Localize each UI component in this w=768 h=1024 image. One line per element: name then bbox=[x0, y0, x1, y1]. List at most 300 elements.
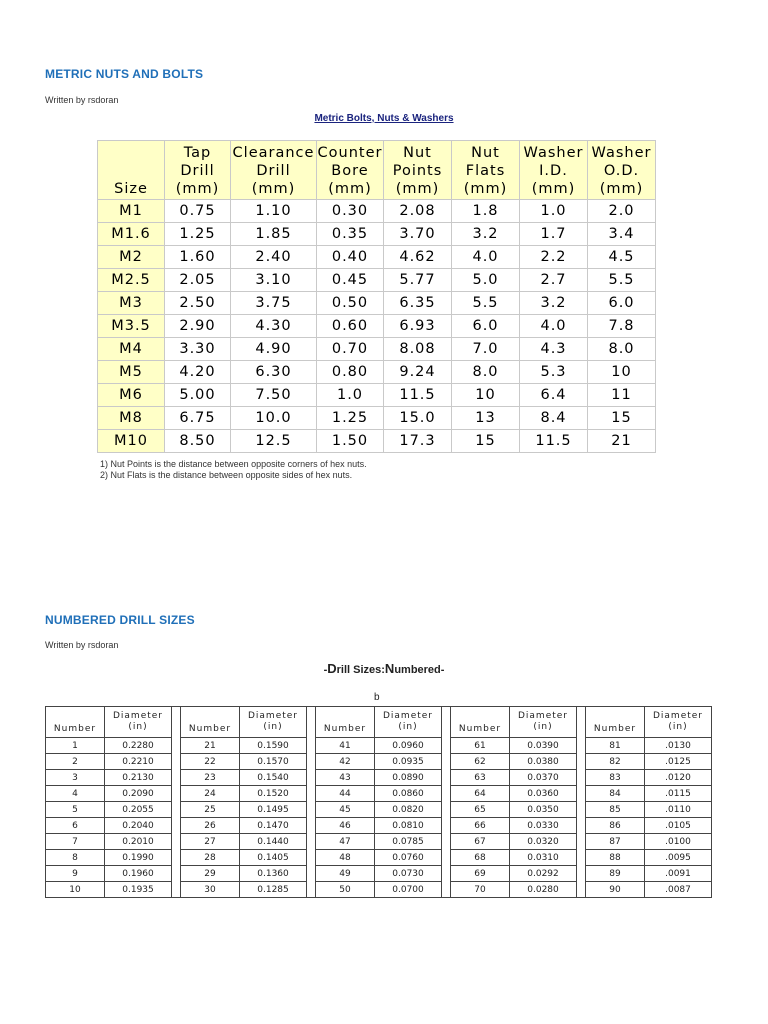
column-spacer bbox=[577, 754, 586, 770]
metric-value-cell: 5.0 bbox=[452, 269, 520, 292]
metric-value-cell: 12.5 bbox=[231, 430, 317, 453]
column-spacer bbox=[442, 802, 451, 818]
metric-table bbox=[97, 140, 656, 453]
column-spacer bbox=[577, 850, 586, 866]
metric-row bbox=[98, 361, 656, 384]
metric-header-line: Drill bbox=[180, 163, 215, 179]
metric-size-cell: M3.5 bbox=[98, 315, 165, 338]
metric-header-cell bbox=[452, 141, 520, 200]
diameter-header-unit: (in) bbox=[533, 722, 553, 732]
metric-value-cell: 1.25 bbox=[165, 223, 231, 246]
metric-row bbox=[98, 430, 656, 453]
metric-header-line: (mm) bbox=[328, 181, 372, 197]
diameter-header-unit: (in) bbox=[263, 722, 283, 732]
table-caption-link[interactable]: Metric Bolts, Nuts & Washers bbox=[314, 113, 454, 124]
metric-value-cell: 8.50 bbox=[165, 430, 231, 453]
number-header: Number bbox=[586, 707, 645, 738]
metric-header-line: Clearance bbox=[232, 145, 315, 161]
metric-header-line: Points bbox=[392, 163, 443, 179]
metric-value-cell: 3.2 bbox=[452, 223, 520, 246]
drill-number-cell: 25 bbox=[181, 802, 240, 818]
metric-header-cell bbox=[520, 141, 588, 200]
drill-number-cell: 65 bbox=[451, 802, 510, 818]
diameter-header-unit: (in) bbox=[398, 722, 418, 732]
caption-n-letter: N bbox=[384, 661, 395, 676]
drill-number-cell: 46 bbox=[316, 818, 375, 834]
drill-number-cell: 89 bbox=[586, 866, 645, 882]
metric-value-cell: 8.0 bbox=[588, 338, 656, 361]
drill-number-cell: 64 bbox=[451, 786, 510, 802]
metric-value-cell: 7.50 bbox=[231, 384, 317, 407]
metric-value-cell: 2.2 bbox=[520, 246, 588, 269]
drill-number-cell: 45 bbox=[316, 802, 375, 818]
drill-diameter-cell: 0.1540 bbox=[240, 770, 307, 786]
drill-diameter-cell: 0.1470 bbox=[240, 818, 307, 834]
drill-number-cell: 7 bbox=[46, 834, 105, 850]
drill-number-cell: 42 bbox=[316, 754, 375, 770]
metric-value-cell: 17.3 bbox=[384, 430, 452, 453]
metric-value-cell: 0.75 bbox=[165, 200, 231, 223]
drill-diameter-cell: .0125 bbox=[645, 754, 712, 770]
drill-diameter-cell: 0.0890 bbox=[375, 770, 442, 786]
metric-size-cell: M2 bbox=[98, 246, 165, 269]
column-spacer bbox=[172, 866, 181, 882]
column-spacer bbox=[172, 754, 181, 770]
metric-value-cell: 0.70 bbox=[317, 338, 384, 361]
drill-diameter-cell: 0.2210 bbox=[105, 754, 172, 770]
metric-header-line: (mm) bbox=[463, 181, 508, 197]
drill-number-cell: 6 bbox=[46, 818, 105, 834]
column-spacer bbox=[307, 754, 316, 770]
drill-number-cell: 68 bbox=[451, 850, 510, 866]
column-spacer bbox=[172, 707, 181, 738]
metric-value-cell: 6.35 bbox=[384, 292, 452, 315]
drill-diameter-cell: 0.0380 bbox=[510, 754, 577, 770]
drill-diameter-cell: 0.2090 bbox=[105, 786, 172, 802]
metric-header-cell bbox=[231, 141, 317, 200]
drill-row bbox=[46, 834, 712, 850]
metric-value-cell: 21 bbox=[588, 430, 656, 453]
metric-value-cell: 3.2 bbox=[520, 292, 588, 315]
metric-value-cell: 0.60 bbox=[317, 315, 384, 338]
metric-value-cell: 1.60 bbox=[165, 246, 231, 269]
metric-size-cell: M5 bbox=[98, 361, 165, 384]
metric-value-cell: 5.5 bbox=[588, 269, 656, 292]
drill-diameter-cell: 0.1935 bbox=[105, 882, 172, 898]
section-title-drill: NUMBERED DRILL SIZES bbox=[45, 613, 195, 627]
metric-row bbox=[98, 338, 656, 361]
drill-row bbox=[46, 818, 712, 834]
metric-value-cell: 0.50 bbox=[317, 292, 384, 315]
metric-value-cell: 2.7 bbox=[520, 269, 588, 292]
diameter-header-line: Diameter bbox=[517, 711, 569, 721]
diameter-header-unit: (in) bbox=[668, 722, 688, 732]
drill-number-cell: 70 bbox=[451, 882, 510, 898]
metric-header-line: I.D. bbox=[539, 163, 568, 179]
metric-value-cell: 1.7 bbox=[520, 223, 588, 246]
drill-number-cell: 62 bbox=[451, 754, 510, 770]
stray-text: b bbox=[374, 692, 380, 703]
drill-number-cell: 2 bbox=[46, 754, 105, 770]
drill-diameter-cell: 0.0350 bbox=[510, 802, 577, 818]
column-spacer bbox=[307, 818, 316, 834]
metric-header-line: Tap bbox=[183, 145, 212, 161]
drill-row bbox=[46, 738, 712, 754]
metric-header-line: O.D. bbox=[603, 163, 640, 179]
drill-number-cell: 90 bbox=[586, 882, 645, 898]
metric-value-cell: 1.50 bbox=[317, 430, 384, 453]
drill-diameter-cell: 0.1520 bbox=[240, 786, 307, 802]
metric-value-cell: 11.5 bbox=[384, 384, 452, 407]
drill-number-cell: 81 bbox=[586, 738, 645, 754]
metric-size-cell: M2.5 bbox=[98, 269, 165, 292]
drill-diameter-cell: 0.0935 bbox=[375, 754, 442, 770]
drill-number-cell: 8 bbox=[46, 850, 105, 866]
metric-value-cell: 6.75 bbox=[165, 407, 231, 430]
metric-row bbox=[98, 269, 656, 292]
metric-header-cell bbox=[317, 141, 384, 200]
metric-value-cell: 3.10 bbox=[231, 269, 317, 292]
column-spacer bbox=[442, 770, 451, 786]
metric-header-cell bbox=[384, 141, 452, 200]
drill-number-cell: 10 bbox=[46, 882, 105, 898]
metric-value-cell: 4.5 bbox=[588, 246, 656, 269]
number-header: Number bbox=[46, 707, 105, 738]
drill-row bbox=[46, 770, 712, 786]
metric-value-cell: 5.5 bbox=[452, 292, 520, 315]
metric-value-cell: 0.40 bbox=[317, 246, 384, 269]
byline-metric: Written by rsdoran bbox=[45, 95, 119, 105]
drill-table-body bbox=[46, 738, 712, 898]
metric-value-cell: 6.4 bbox=[520, 384, 588, 407]
diameter-header-unit: (in) bbox=[128, 722, 148, 732]
column-spacer bbox=[172, 770, 181, 786]
column-spacer bbox=[442, 818, 451, 834]
metric-value-cell: 2.0 bbox=[588, 200, 656, 223]
column-spacer bbox=[577, 770, 586, 786]
drill-number-cell: 26 bbox=[181, 818, 240, 834]
drill-number-cell: 22 bbox=[181, 754, 240, 770]
drill-table-caption bbox=[0, 661, 768, 676]
metric-value-cell: 15.0 bbox=[384, 407, 452, 430]
metric-value-cell: 8.4 bbox=[520, 407, 588, 430]
metric-value-cell: 1.10 bbox=[231, 200, 317, 223]
metric-value-cell: 4.20 bbox=[165, 361, 231, 384]
drill-diameter-cell: 0.0860 bbox=[375, 786, 442, 802]
drill-diameter-cell: 0.1590 bbox=[240, 738, 307, 754]
metric-header-line: Size bbox=[114, 181, 148, 197]
column-spacer bbox=[577, 786, 586, 802]
metric-row bbox=[98, 292, 656, 315]
column-spacer bbox=[307, 850, 316, 866]
drill-diameter-cell: 0.0360 bbox=[510, 786, 577, 802]
drill-number-cell: 48 bbox=[316, 850, 375, 866]
column-spacer bbox=[172, 818, 181, 834]
metric-value-cell: 2.05 bbox=[165, 269, 231, 292]
number-header: Number bbox=[181, 707, 240, 738]
metric-value-cell: 10 bbox=[588, 361, 656, 384]
metric-value-cell: 11 bbox=[588, 384, 656, 407]
drill-number-cell: 84 bbox=[586, 786, 645, 802]
column-spacer bbox=[172, 802, 181, 818]
drill-number-cell: 49 bbox=[316, 866, 375, 882]
column-spacer bbox=[577, 834, 586, 850]
metric-value-cell: 5.00 bbox=[165, 384, 231, 407]
metric-size-cell: M6 bbox=[98, 384, 165, 407]
drill-number-cell: 63 bbox=[451, 770, 510, 786]
metric-header-line: Nut bbox=[403, 145, 432, 161]
metric-value-cell: 2.50 bbox=[165, 292, 231, 315]
drill-diameter-cell: 0.0785 bbox=[375, 834, 442, 850]
metric-header-line: Bore bbox=[331, 163, 369, 179]
metric-value-cell: 1.0 bbox=[317, 384, 384, 407]
drill-row bbox=[46, 882, 712, 898]
drill-diameter-cell: 0.2040 bbox=[105, 818, 172, 834]
drill-number-cell: 41 bbox=[316, 738, 375, 754]
metric-header-line: Nut bbox=[471, 145, 500, 161]
metric-value-cell: 7.8 bbox=[588, 315, 656, 338]
metric-header-line: Counter bbox=[317, 145, 383, 161]
metric-value-cell: 4.0 bbox=[520, 315, 588, 338]
column-spacer bbox=[442, 754, 451, 770]
drill-row bbox=[46, 850, 712, 866]
drill-number-cell: 67 bbox=[451, 834, 510, 850]
footnote-2: 2) Nut Flats is the distance between opposite sides of hex nuts. bbox=[100, 470, 353, 480]
metric-header-line: (mm) bbox=[175, 181, 220, 197]
column-spacer bbox=[442, 707, 451, 738]
metric-value-cell: 3.70 bbox=[384, 223, 452, 246]
metric-header-line: Flats bbox=[465, 163, 506, 179]
drill-number-cell: 61 bbox=[451, 738, 510, 754]
column-spacer bbox=[307, 770, 316, 786]
drill-diameter-cell: .0130 bbox=[645, 738, 712, 754]
drill-number-cell: 29 bbox=[181, 866, 240, 882]
drill-diameter-cell: 0.0370 bbox=[510, 770, 577, 786]
metric-header-cell bbox=[588, 141, 656, 200]
drill-number-cell: 24 bbox=[181, 786, 240, 802]
drill-number-cell: 85 bbox=[586, 802, 645, 818]
metric-value-cell: 4.3 bbox=[520, 338, 588, 361]
caption-d-letter: D bbox=[327, 661, 337, 676]
metric-header-cell bbox=[98, 141, 165, 200]
metric-value-cell: 15 bbox=[452, 430, 520, 453]
metric-value-cell: 2.40 bbox=[231, 246, 317, 269]
metric-header-line: Drill bbox=[256, 163, 291, 179]
metric-value-cell: 3.75 bbox=[231, 292, 317, 315]
number-header: Number bbox=[451, 707, 510, 738]
metric-size-cell: M4 bbox=[98, 338, 165, 361]
metric-value-cell: 5.77 bbox=[384, 269, 452, 292]
drill-number-cell: 23 bbox=[181, 770, 240, 786]
metric-value-cell: 8.0 bbox=[452, 361, 520, 384]
byline-drill: Written by rsdoran bbox=[45, 640, 119, 650]
drill-header-row bbox=[46, 707, 712, 738]
metric-value-cell: 6.0 bbox=[588, 292, 656, 315]
metric-value-cell: 0.80 bbox=[317, 361, 384, 384]
drill-sizes-table bbox=[45, 706, 712, 898]
column-spacer bbox=[172, 850, 181, 866]
drill-diameter-cell: 0.2130 bbox=[105, 770, 172, 786]
drill-number-cell: 3 bbox=[46, 770, 105, 786]
footnotes bbox=[100, 459, 367, 481]
drill-number-cell: 4 bbox=[46, 786, 105, 802]
drill-diameter-cell: 0.1990 bbox=[105, 850, 172, 866]
column-spacer bbox=[172, 834, 181, 850]
column-spacer bbox=[577, 707, 586, 738]
drill-number-cell: 66 bbox=[451, 818, 510, 834]
metric-value-cell: 6.0 bbox=[452, 315, 520, 338]
metric-header-line: (mm) bbox=[395, 181, 440, 197]
metric-value-cell: 4.90 bbox=[231, 338, 317, 361]
drill-diameter-cell: 0.0292 bbox=[510, 866, 577, 882]
diameter-header bbox=[240, 707, 307, 738]
column-spacer bbox=[307, 738, 316, 754]
column-spacer bbox=[172, 786, 181, 802]
drill-diameter-cell: 0.1960 bbox=[105, 866, 172, 882]
drill-diameter-cell: 0.0760 bbox=[375, 850, 442, 866]
drill-number-cell: 47 bbox=[316, 834, 375, 850]
drill-number-cell: 30 bbox=[181, 882, 240, 898]
drill-number-cell: 87 bbox=[586, 834, 645, 850]
column-spacer bbox=[307, 866, 316, 882]
metric-value-cell: 1.8 bbox=[452, 200, 520, 223]
drill-diameter-cell: 0.0820 bbox=[375, 802, 442, 818]
number-header: Number bbox=[316, 707, 375, 738]
metric-value-cell: 5.3 bbox=[520, 361, 588, 384]
metric-header-cell bbox=[165, 141, 231, 200]
drill-diameter-cell: 0.2280 bbox=[105, 738, 172, 754]
column-spacer bbox=[307, 834, 316, 850]
metric-value-cell: 10 bbox=[452, 384, 520, 407]
drill-number-cell: 28 bbox=[181, 850, 240, 866]
drill-row bbox=[46, 754, 712, 770]
diameter-header bbox=[645, 707, 712, 738]
metric-value-cell: 0.45 bbox=[317, 269, 384, 292]
drill-diameter-cell: .0120 bbox=[645, 770, 712, 786]
metric-size-cell: M1.6 bbox=[98, 223, 165, 246]
drill-diameter-cell: 0.1360 bbox=[240, 866, 307, 882]
drill-diameter-cell: .0100 bbox=[645, 834, 712, 850]
metric-value-cell: 13 bbox=[452, 407, 520, 430]
drill-diameter-cell: 0.1440 bbox=[240, 834, 307, 850]
column-spacer bbox=[442, 786, 451, 802]
column-spacer bbox=[442, 738, 451, 754]
drill-diameter-cell: 0.0390 bbox=[510, 738, 577, 754]
metric-value-cell: 15 bbox=[588, 407, 656, 430]
diameter-header bbox=[105, 707, 172, 738]
column-spacer bbox=[442, 850, 451, 866]
drill-diameter-cell: .0091 bbox=[645, 866, 712, 882]
drill-diameter-cell: 0.0700 bbox=[375, 882, 442, 898]
metric-value-cell: 3.4 bbox=[588, 223, 656, 246]
drill-diameter-cell: .0087 bbox=[645, 882, 712, 898]
metric-table-body bbox=[98, 200, 656, 453]
drill-diameter-cell: 0.0280 bbox=[510, 882, 577, 898]
drill-diameter-cell: 0.0810 bbox=[375, 818, 442, 834]
drill-number-cell: 21 bbox=[181, 738, 240, 754]
metric-header-line: (mm) bbox=[251, 181, 296, 197]
column-spacer bbox=[577, 866, 586, 882]
caption-prefix: - bbox=[323, 664, 328, 676]
drill-diameter-cell: .0115 bbox=[645, 786, 712, 802]
column-spacer bbox=[577, 818, 586, 834]
drill-diameter-cell: 0.0330 bbox=[510, 818, 577, 834]
caption-n-rest: umbered- bbox=[394, 664, 445, 676]
column-spacer bbox=[307, 802, 316, 818]
drill-diameter-cell: 0.1405 bbox=[240, 850, 307, 866]
metric-value-cell: 8.08 bbox=[384, 338, 452, 361]
column-spacer bbox=[172, 738, 181, 754]
metric-value-cell: 6.93 bbox=[384, 315, 452, 338]
metric-value-cell: 1.85 bbox=[231, 223, 317, 246]
column-spacer bbox=[577, 738, 586, 754]
drill-number-cell: 83 bbox=[586, 770, 645, 786]
drill-number-cell: 69 bbox=[451, 866, 510, 882]
metric-header-line: Washer bbox=[523, 145, 584, 161]
metric-value-cell: 0.35 bbox=[317, 223, 384, 246]
metric-header-line: (mm) bbox=[531, 181, 576, 197]
metric-value-cell: 2.08 bbox=[384, 200, 452, 223]
metric-size-cell: M8 bbox=[98, 407, 165, 430]
drill-diameter-cell: 0.0960 bbox=[375, 738, 442, 754]
diameter-header-line: Diameter bbox=[382, 711, 434, 721]
drill-number-cell: 50 bbox=[316, 882, 375, 898]
diameter-header-line: Diameter bbox=[247, 711, 299, 721]
drill-diameter-cell: 0.0310 bbox=[510, 850, 577, 866]
metric-value-cell: 4.62 bbox=[384, 246, 452, 269]
column-spacer bbox=[172, 882, 181, 898]
metric-header-line: (mm) bbox=[599, 181, 644, 197]
metric-value-cell: 2.90 bbox=[165, 315, 231, 338]
metric-header-line: Washer bbox=[591, 145, 652, 161]
drill-number-cell: 88 bbox=[586, 850, 645, 866]
drill-diameter-cell: 0.0320 bbox=[510, 834, 577, 850]
drill-number-cell: 5 bbox=[46, 802, 105, 818]
drill-row bbox=[46, 866, 712, 882]
metric-row bbox=[98, 223, 656, 246]
drill-diameter-cell: 0.1570 bbox=[240, 754, 307, 770]
column-spacer bbox=[442, 882, 451, 898]
drill-diameter-cell: .0110 bbox=[645, 802, 712, 818]
drill-row bbox=[46, 802, 712, 818]
metric-value-cell: 11.5 bbox=[520, 430, 588, 453]
metric-value-cell: 6.30 bbox=[231, 361, 317, 384]
metric-row bbox=[98, 200, 656, 223]
metric-size-cell: M3 bbox=[98, 292, 165, 315]
drill-number-cell: 44 bbox=[316, 786, 375, 802]
drill-diameter-cell: 0.1495 bbox=[240, 802, 307, 818]
column-spacer bbox=[307, 707, 316, 738]
drill-number-cell: 43 bbox=[316, 770, 375, 786]
metric-header-line bbox=[98, 162, 164, 180]
drill-diameter-cell: 0.2010 bbox=[105, 834, 172, 850]
section-title-metric: METRIC NUTS AND BOLTS bbox=[45, 67, 204, 81]
drill-diameter-cell: 0.2055 bbox=[105, 802, 172, 818]
metric-size-cell: M10 bbox=[98, 430, 165, 453]
metric-value-cell: 3.30 bbox=[165, 338, 231, 361]
metric-value-cell: 7.0 bbox=[452, 338, 520, 361]
drill-number-cell: 1 bbox=[46, 738, 105, 754]
diameter-header bbox=[375, 707, 442, 738]
metric-header-row bbox=[98, 141, 656, 200]
metric-size-cell: M1 bbox=[98, 200, 165, 223]
column-spacer bbox=[577, 882, 586, 898]
caption-d-rest: rill Sizes: bbox=[336, 664, 385, 676]
metric-row bbox=[98, 384, 656, 407]
metric-value-cell: 1.25 bbox=[317, 407, 384, 430]
metric-header-line bbox=[98, 144, 164, 162]
column-spacer bbox=[442, 834, 451, 850]
